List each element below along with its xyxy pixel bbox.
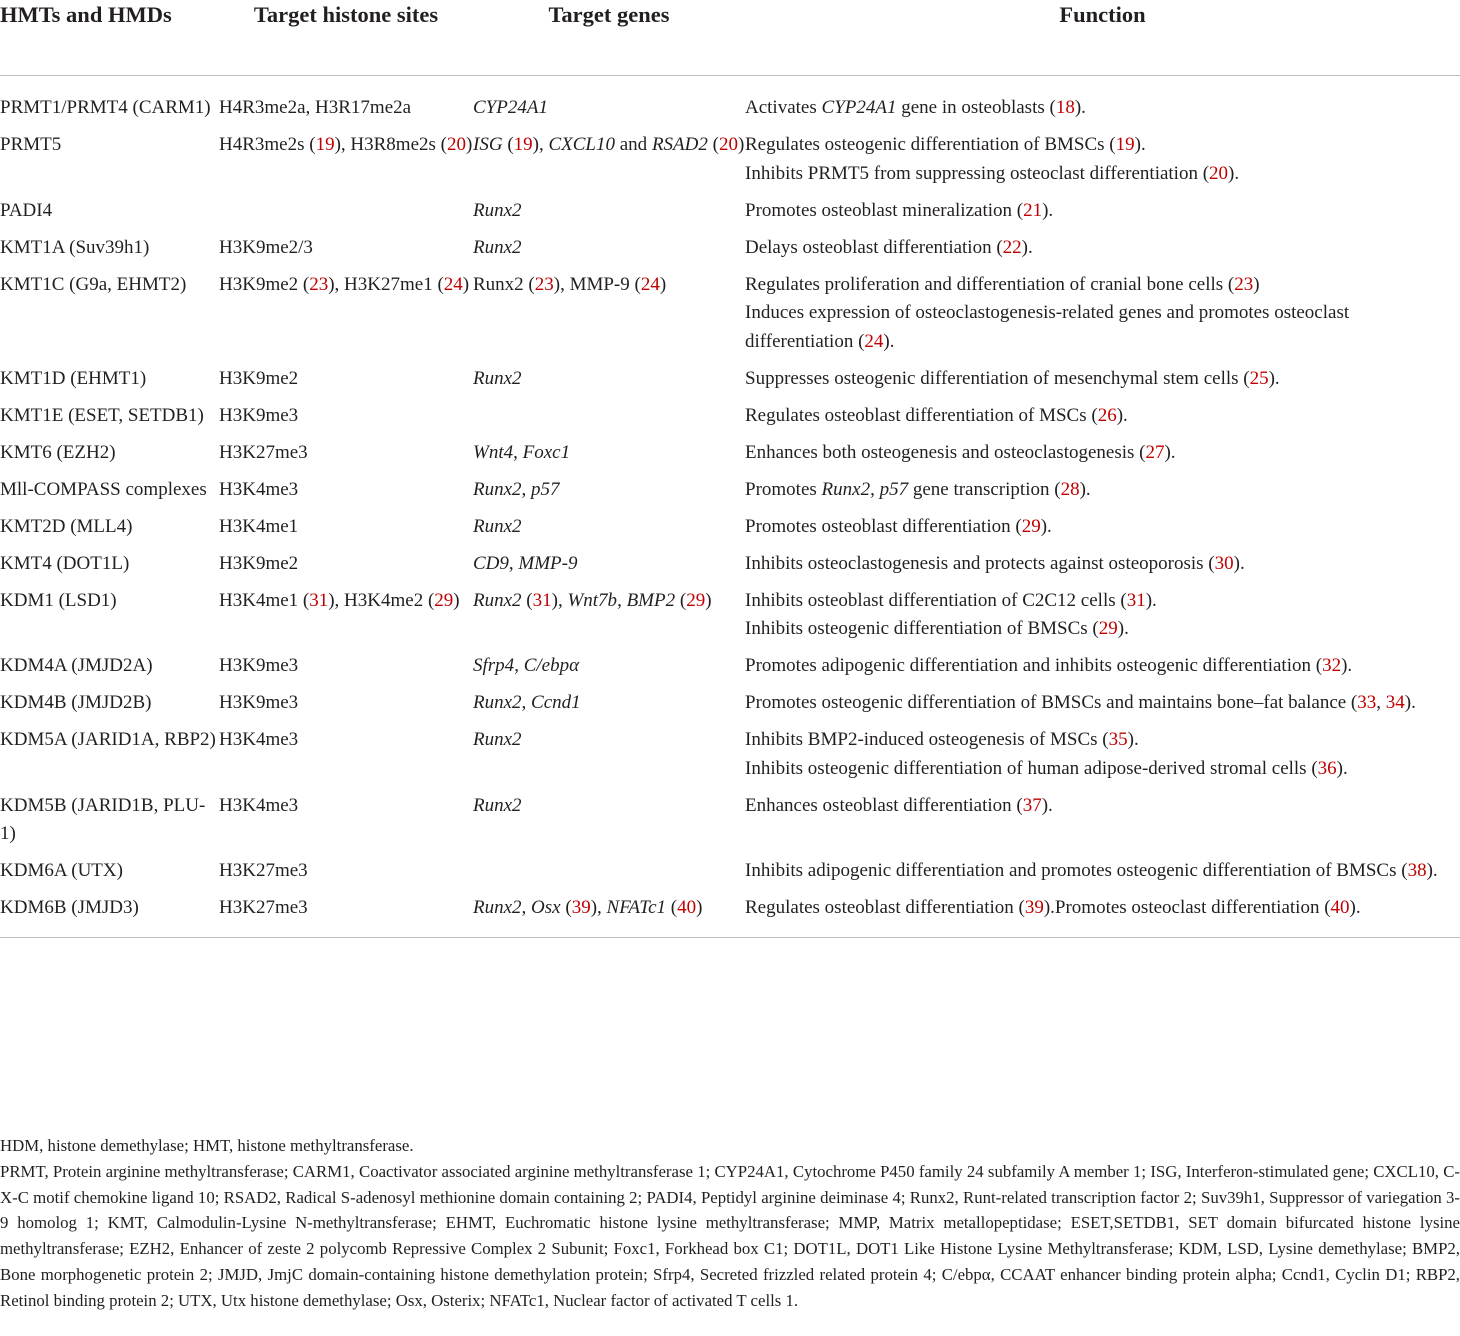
text-segment: , xyxy=(513,441,523,463)
text-segment: , xyxy=(521,478,532,500)
reference-citation: 31 xyxy=(309,589,329,611)
cell-function xyxy=(745,550,1460,587)
function-statement xyxy=(745,689,1460,718)
cell-function xyxy=(745,131,1460,197)
cell-target-histone-sites xyxy=(219,476,473,513)
cell-enzyme: KMT6 (EZH2) xyxy=(0,441,116,463)
reference-citation: 23 xyxy=(1234,273,1254,295)
cell-enzyme: KMT2D (MLL4) xyxy=(0,515,133,537)
text-segment: ) xyxy=(462,273,470,295)
text-segment: , xyxy=(617,589,627,611)
reference-citation: 25 xyxy=(1249,367,1269,389)
table-row xyxy=(0,402,1460,439)
table-row xyxy=(0,365,1460,402)
text-segment: ). xyxy=(1134,134,1146,155)
text-segment: Enhances both osteogenesis and osteoclastogenesis ( xyxy=(745,441,1146,463)
text-segment: ( xyxy=(666,897,678,918)
cell-target-histone-sites xyxy=(219,857,473,894)
table-row xyxy=(0,894,1460,937)
cell-enzyme: KMT1E (ESET, SETDB1) xyxy=(0,404,204,426)
text-segment: , xyxy=(870,478,880,500)
gene-name: Runx2 xyxy=(821,478,871,500)
table-row xyxy=(0,76,1460,132)
cell-target-histone-sites xyxy=(219,131,473,197)
cell-function xyxy=(745,439,1460,476)
reference-citation: 22 xyxy=(1002,236,1022,258)
cell-target-histone-sites xyxy=(219,894,473,937)
text-segment: H3K9me3 xyxy=(219,655,299,676)
text-segment: ). xyxy=(1116,404,1128,426)
reference-citation: 38 xyxy=(1407,860,1427,881)
table-row xyxy=(0,652,1460,689)
reference-citation: 20 xyxy=(1209,162,1229,184)
table-row xyxy=(0,131,1460,197)
text-segment: ). xyxy=(1021,236,1033,258)
reference-citation: 24 xyxy=(443,273,463,295)
function-statement xyxy=(745,439,1460,468)
function-statement xyxy=(745,894,1460,923)
gene-name: RSAD2 xyxy=(651,134,708,155)
reference-citation: 40 xyxy=(677,897,697,918)
text-segment: gene transcription ( xyxy=(908,478,1061,500)
text-segment: ). xyxy=(1145,589,1157,611)
text-segment: H4R3me2s ( xyxy=(219,134,316,155)
text-segment: Inhibits adipogenic differentiation and promotes osteogenic differentiation of BMSCs ( xyxy=(745,860,1408,881)
function-statement xyxy=(745,652,1460,681)
reference-citation: 28 xyxy=(1060,478,1080,500)
header-target-genes: Target genes xyxy=(548,2,670,27)
text-segment: Promotes osteoblast mineralization ( xyxy=(745,199,1024,221)
text-segment: ). xyxy=(1228,162,1240,184)
cell-enzyme: KDM6A (UTX) xyxy=(0,860,123,881)
table-footnotes xyxy=(0,1133,1460,1314)
reference-citation: 24 xyxy=(640,273,660,295)
text-segment: H3K27me3 xyxy=(219,441,308,463)
text-segment: H3K9me3 xyxy=(219,404,299,426)
table-body xyxy=(0,76,1460,938)
text-segment: ). xyxy=(1268,367,1280,389)
function-statement xyxy=(745,857,1460,886)
reference-citation: 35 xyxy=(1108,729,1128,750)
cell-enzyme: KDM1 (LSD1) xyxy=(0,589,117,611)
cell-target-genes xyxy=(473,439,745,476)
text-segment: ), xyxy=(532,134,549,155)
reference-citation: 18 xyxy=(1055,97,1075,118)
text-segment: ), MMP-9 ( xyxy=(553,273,641,295)
text-segment: Inhibits BMP2-induced osteogenesis of MSCs ( xyxy=(745,729,1109,750)
cell-enzyme: PRMT1/PRMT4 (CARM1) xyxy=(0,97,211,118)
text-segment: Inhibits osteoblast differentiation of C2C12 cells ( xyxy=(745,589,1127,611)
cell-target-genes xyxy=(473,894,745,937)
cell-target-histone-sites xyxy=(219,271,473,365)
cell-enzyme: KMT1D (EHMT1) xyxy=(0,367,147,389)
text-segment: ) xyxy=(696,897,703,918)
gene-name: Sfrp4 xyxy=(473,655,515,676)
gene-name: Foxc1 xyxy=(522,441,571,463)
cell-target-histone-sites xyxy=(219,689,473,726)
cell-target-histone-sites xyxy=(219,439,473,476)
function-statement xyxy=(745,365,1460,394)
cell-target-genes xyxy=(473,197,745,234)
cell-target-genes xyxy=(473,234,745,271)
text-segment: ). xyxy=(1041,794,1053,816)
reference-citation: 19 xyxy=(1115,134,1135,155)
function-statement xyxy=(745,792,1460,821)
text-segment: Inhibits osteogenic differentiation of human adipose-derived stromal cells ( xyxy=(745,757,1318,779)
cell-enzyme: KDM5A (JARID1A, RBP2) xyxy=(0,729,216,750)
text-segment: Regulates osteoblast differentiation ( xyxy=(745,897,1025,918)
cell-function xyxy=(745,197,1460,234)
cell-target-histone-sites xyxy=(219,197,473,234)
text-segment: H3K27me3 xyxy=(219,860,308,881)
gene-name: CYP24A1 xyxy=(473,97,548,118)
text-segment: ). xyxy=(1117,618,1129,639)
text-segment: H3K9me3 xyxy=(219,692,299,713)
table-row xyxy=(0,234,1460,271)
gene-name: Runx2 xyxy=(473,236,522,258)
text-segment: H3K9me2/3 xyxy=(219,236,313,258)
text-segment: ( xyxy=(560,897,572,918)
gene-name: CD9 xyxy=(473,552,509,574)
function-statement xyxy=(745,160,1460,189)
reference-citation: 39 xyxy=(571,897,591,918)
cell-enzyme: PRMT5 xyxy=(0,134,62,155)
table-row xyxy=(0,513,1460,550)
cell-target-genes xyxy=(473,365,745,402)
gene-name: p57 xyxy=(879,478,909,500)
text-segment: H3K4me3 xyxy=(219,729,299,750)
reference-citation: 26 xyxy=(1097,404,1117,426)
function-statement xyxy=(745,299,1460,356)
text-segment: H3K9me2 xyxy=(219,552,299,574)
gene-name: Wnt7b xyxy=(567,589,618,611)
text-segment: Inhibits osteogenic differentiation of BMSCs ( xyxy=(745,618,1099,639)
reference-citation: 27 xyxy=(1145,441,1165,463)
text-segment: ). xyxy=(1341,655,1353,676)
cell-target-histone-sites xyxy=(219,652,473,689)
gene-name: Wnt4 xyxy=(473,441,514,463)
reference-citation: 29 xyxy=(1098,618,1118,639)
text-segment: ) xyxy=(705,589,712,611)
cell-target-histone-sites xyxy=(219,234,473,271)
text-segment: ).Promotes osteoclast differentiation ( xyxy=(1043,897,1331,918)
text-segment: ), xyxy=(590,897,607,918)
text-segment: ) xyxy=(737,134,745,155)
text-segment: ). xyxy=(1040,515,1052,537)
text-segment: gene in osteoblasts ( xyxy=(896,97,1056,118)
text-segment: Inhibits osteoclastogenesis and protects against osteoporosis ( xyxy=(745,552,1215,574)
text-segment: ). xyxy=(1042,199,1054,221)
text-segment: Regulates osteoblast differentiation of MSCs ( xyxy=(745,404,1098,426)
reference-citation: 19 xyxy=(513,134,533,155)
gene-name: Runx2 xyxy=(473,199,522,221)
function-statement xyxy=(745,402,1460,431)
cell-enzyme: KMT1A (Suv39h1) xyxy=(0,236,150,258)
cell-function xyxy=(745,857,1460,894)
gene-name: MMP-9 xyxy=(518,552,578,574)
text-segment: Delays osteoblast differentiation ( xyxy=(745,236,1003,258)
text-segment: ), H3K4me2 ( xyxy=(328,589,435,611)
text-segment: H3K9me2 ( xyxy=(219,273,310,295)
text-segment: and xyxy=(615,134,652,155)
cell-target-genes xyxy=(473,76,745,132)
text-segment: H3K4me3 xyxy=(219,794,299,816)
text-segment: ( xyxy=(502,134,514,155)
reference-citation: 33 xyxy=(1357,692,1377,713)
reference-citation: 29 xyxy=(434,589,454,611)
text-segment: Promotes adipogenic differentiation and inhibits osteogenic differentiation ( xyxy=(745,655,1323,676)
cell-function xyxy=(745,476,1460,513)
gene-name: NFATc1 xyxy=(606,897,667,918)
reference-citation: 24 xyxy=(864,330,884,352)
cell-enzyme: KDM5B (JARID1B, PLU-1) xyxy=(0,794,206,844)
table-header xyxy=(0,0,1460,76)
text-segment: H3K4me1 xyxy=(219,515,299,537)
text-segment: ) xyxy=(453,589,460,611)
text-segment: Runx2 ( xyxy=(473,273,535,295)
reference-citation: 40 xyxy=(1330,897,1350,918)
cell-target-genes xyxy=(473,131,745,197)
function-statement xyxy=(745,197,1460,226)
function-statement xyxy=(745,476,1460,505)
table-row xyxy=(0,271,1460,365)
reference-citation: 29 xyxy=(1021,515,1041,537)
text-segment: H3K27me3 xyxy=(219,897,308,918)
cell-function xyxy=(745,652,1460,689)
cell-target-genes xyxy=(473,476,745,513)
cell-enzyme: KMT4 (DOT1L) xyxy=(0,552,130,574)
text-segment: ( xyxy=(707,134,719,155)
text-segment: Activates xyxy=(745,97,822,118)
table-row xyxy=(0,726,1460,792)
text-segment: ). xyxy=(1233,552,1245,574)
cell-target-genes xyxy=(473,271,745,365)
text-segment: ), xyxy=(551,589,568,611)
text-segment: ). xyxy=(1426,860,1438,881)
reference-citation: 31 xyxy=(532,589,552,611)
cell-function xyxy=(745,76,1460,132)
function-statement xyxy=(745,550,1460,579)
reference-citation: 20 xyxy=(446,134,466,155)
header-target-histone-sites: Target histone sites xyxy=(253,2,439,27)
text-segment: ), H3K27me1 ( xyxy=(328,273,444,295)
table-row xyxy=(0,587,1460,653)
text-segment: Inhibits PRMT5 from suppressing osteoclast differentiation ( xyxy=(745,162,1210,184)
cell-function xyxy=(745,513,1460,550)
reference-citation: 21 xyxy=(1023,199,1043,221)
cell-target-genes xyxy=(473,792,745,858)
reference-citation: 32 xyxy=(1322,655,1342,676)
text-segment: Promotes osteogenic differentiation of BMSCs and maintains bone–fat balance ( xyxy=(745,692,1358,713)
function-statement xyxy=(745,755,1460,784)
function-statement xyxy=(745,726,1460,755)
cell-enzyme: KDM4B (JMJD2B) xyxy=(0,692,152,713)
cell-target-genes xyxy=(473,587,745,653)
table-row xyxy=(0,550,1460,587)
text-segment: ). xyxy=(1349,897,1361,918)
gene-name: p57 xyxy=(531,478,560,500)
cell-target-histone-sites xyxy=(219,402,473,439)
function-statement xyxy=(745,94,1460,123)
text-segment: ( xyxy=(675,589,687,611)
text-segment: , xyxy=(521,692,532,713)
cell-target-histone-sites xyxy=(219,587,473,653)
gene-name: Runx2 xyxy=(473,897,522,918)
reference-citation: 23 xyxy=(309,273,329,295)
cell-target-histone-sites xyxy=(219,550,473,587)
cell-target-genes xyxy=(473,689,745,726)
cell-enzyme: PADI4 xyxy=(0,199,53,221)
cell-target-genes xyxy=(473,726,745,792)
table-row xyxy=(0,689,1460,726)
cell-function xyxy=(745,271,1460,365)
text-segment: Enhances osteoblast differentiation ( xyxy=(745,794,1023,816)
reference-citation: 34 xyxy=(1385,692,1405,713)
reference-citation: 20 xyxy=(718,134,738,155)
table-row xyxy=(0,476,1460,513)
text-segment: ), H3R8me2s ( xyxy=(334,134,447,155)
function-statement xyxy=(745,234,1460,263)
text-segment: Promotes osteoblast differentiation ( xyxy=(745,515,1022,537)
gene-name: Runx2 xyxy=(473,794,522,816)
gene-name: Runx2 xyxy=(473,729,522,750)
gene-name: Runx2 xyxy=(473,589,522,611)
text-segment: ). xyxy=(1336,757,1348,779)
text-segment: , xyxy=(508,552,519,574)
text-segment: H4R3me2a, H3R17me2a xyxy=(219,97,412,118)
gene-name: Runx2 xyxy=(473,692,522,713)
cell-function xyxy=(745,726,1460,792)
reference-citation: 31 xyxy=(1126,589,1146,611)
reference-citation: 39 xyxy=(1024,897,1044,918)
header-function: Function xyxy=(1059,2,1146,27)
cell-enzyme: KDM6B (JMJD3) xyxy=(0,897,139,918)
cell-target-histone-sites xyxy=(219,76,473,132)
function-statement xyxy=(745,131,1460,160)
text-segment: ( xyxy=(521,589,533,611)
gene-name: CXCL10 xyxy=(548,134,615,155)
text-segment: H3K9me2 xyxy=(219,367,299,389)
cell-target-histone-sites xyxy=(219,513,473,550)
text-segment: H3K4me3 xyxy=(219,478,299,500)
table-row xyxy=(0,197,1460,234)
reference-citation: 23 xyxy=(534,273,554,295)
text-segment: Promotes xyxy=(745,478,822,500)
text-segment: ). xyxy=(883,330,895,352)
cell-function xyxy=(745,365,1460,402)
text-segment: ). xyxy=(1079,478,1091,500)
text-segment: Suppresses osteogenic differentiation of mesenchymal stem cells ( xyxy=(745,367,1250,389)
cell-target-histone-sites xyxy=(219,792,473,858)
text-segment: Induces expression of osteoclastogenesis-related genes and promotes osteoclast differentiation ( xyxy=(745,302,1350,352)
gene-name: Runx2 xyxy=(473,478,522,500)
cell-function xyxy=(745,689,1460,726)
cell-target-genes xyxy=(473,402,745,439)
text-segment: ) xyxy=(1253,273,1260,295)
table-row xyxy=(0,792,1460,858)
text-segment: Regulates proliferation and differentiation of cranial bone cells ( xyxy=(745,273,1235,295)
text-segment: ). xyxy=(1164,441,1176,463)
cell-function xyxy=(745,792,1460,858)
text-segment: , xyxy=(521,897,532,918)
cell-enzyme: KMT1C (G9a, EHMT2) xyxy=(0,273,187,295)
cell-target-histone-sites xyxy=(219,726,473,792)
gene-name: Runx2 xyxy=(473,367,522,389)
gene-name: Ccnd1 xyxy=(531,692,581,713)
table-row xyxy=(0,857,1460,894)
reference-citation: 29 xyxy=(686,589,706,611)
cell-function xyxy=(745,587,1460,653)
cell-target-histone-sites xyxy=(219,365,473,402)
text-segment: ) xyxy=(465,134,473,155)
gene-name: Runx2 xyxy=(473,515,522,537)
gene-name: Osx xyxy=(531,897,561,918)
function-statement xyxy=(745,615,1460,644)
reference-citation: 37 xyxy=(1022,794,1042,816)
gene-name: ISG xyxy=(473,134,503,155)
function-statement xyxy=(745,513,1460,542)
cell-enzyme: KDM4A (JMJD2A) xyxy=(0,655,153,676)
function-statement xyxy=(745,271,1460,300)
footnote-abbrev-long: PRMT, Protein arginine methyltransferase; CARM1, Coactivator associated arginine methyltransferase 1; CYP24A1, Cytochrome P450 family 24 subfamily A member 1; ISG, Interferon-stimulated gene; CXCL10, C-X-C motif chemokine ligand 10; RSAD2, Radical S-adenosyl methionine domain containing 2; PADI4, Peptidyl arginine deiminase 4; Runx2, Runt-related transcription factor 2; Suv39h1, Suppressor of variegation 3-9 homolog 1; KMT, Calmodulin-Lysine N-methyltransferase; EHMT, Euchromatic histone lysine methyltransferase; MMP, Matrix metallopeptidase; ESET,SETDB1, SET domain bifurcated histone lysine methyltransferase; EZH2, Enhancer of zeste 2 polycomb Repressive Complex 2 Subunit; Foxc1, Forkhead box C1; DOT1L, DOT1 Like Histone Lysine Methyltransferase; KDM, LSD, Lysine demethylase; BMP2, Bone morphogenetic protein 2; JMJD, JmjC domain-containing histone demethylation protein; Sfrp4, Secreted frizzled related protein 4; C/ebpα, CCAAT enhancer binding protein alpha; Ccnd1, Cyclin D1; RBP2, Retinol binding protein 2; UTX, Utx histone demethylase; Osx, Osterix; NFATc1, Nuclear factor of activated T cells 1. xyxy=(0,1161,1460,1310)
cell-enzyme: Mll-COMPASS complexes xyxy=(0,478,207,500)
cell-target-genes xyxy=(473,550,745,587)
cell-target-genes xyxy=(473,513,745,550)
table-row xyxy=(0,439,1460,476)
cell-function xyxy=(745,402,1460,439)
footnote-abbrev-short: HDM, histone demethylase; HMT, histone methyltransferase. xyxy=(0,1136,414,1155)
text-segment: Regulates osteogenic differentiation of BMSCs ( xyxy=(745,134,1116,155)
text-segment: ) xyxy=(659,273,667,295)
header-enzymes: HMTs and HMDs xyxy=(0,2,172,27)
text-segment: H3K4me1 ( xyxy=(219,589,310,611)
text-segment: ). xyxy=(1127,729,1139,750)
reference-citation: 19 xyxy=(315,134,335,155)
cell-target-genes xyxy=(473,652,745,689)
function-statement xyxy=(745,587,1460,616)
reference-citation: 30 xyxy=(1214,552,1234,574)
text-segment: ). xyxy=(1074,97,1086,118)
cell-function xyxy=(745,234,1460,271)
gene-name: C/ebpα xyxy=(523,655,580,676)
cell-target-genes xyxy=(473,857,745,894)
text-segment: , xyxy=(1376,692,1386,713)
text-segment: ). xyxy=(1404,692,1416,713)
text-segment: , xyxy=(514,655,524,676)
gene-name: BMP2 xyxy=(626,589,676,611)
cell-function xyxy=(745,894,1460,937)
reference-citation: 36 xyxy=(1317,757,1337,779)
gene-name: CYP24A1 xyxy=(821,97,897,118)
